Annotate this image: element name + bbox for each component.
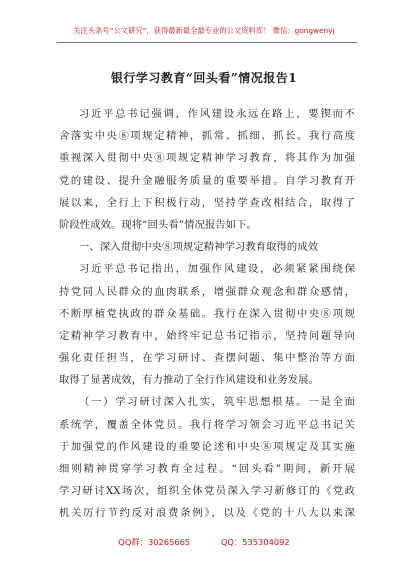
body-line: 党的建设、提升金融服务质量的重要举措。自学习教育开 [59,174,355,187]
body-line: 一、深入贯彻中央⑧项规定精神学习教育取得的成效 [79,241,319,254]
footer-qq-group: QQ群：30265665 [118,537,191,547]
body-line: 展以来，全行上下积极行动，坚持学查改相结合，取得了 [59,196,355,209]
body-line: 细则精神贯穿学习教育全过程。“回头看”期间，新开展 [59,463,355,475]
body-line: 强化责任担当，在学习研讨、查摆问题、集中整治等方面 [59,352,355,365]
body-line: （一）学习研讨深入扎实，筑牢思想根基。一是全面 [79,396,355,409]
body-line: 重视深入贯彻中央⑧项规定精神学习教育，将其作为加强 [59,152,355,165]
body-line: 习近平总书记指出，加强作风建设，必须紧紧围绕保 [79,263,355,276]
body-line: 不断厚植党执政的群众基础。我行在深入贯彻中央⑧项规 [59,307,355,320]
body-line: 机关厉行节约反对浪费条例》，以及《党的十八大以来深 [59,507,355,520]
footer-qq: QQ：535304092 [220,537,290,547]
body-line: 习近平总书记强调，作风建设永远在路上，要锲而不 [79,108,355,120]
body-line: 持党同人民群众的血肉联系，增强群众观念和群众感情， [59,285,355,298]
document-title: 银行学习教育“回头看”情况报告1 [110,71,298,85]
body-line: 于加强党的作风建设的重要论述和中央⑧项规定及其实施 [59,440,355,453]
document-body [59,103,355,525]
body-line: 学习研讨XX场次，组织全体党员深入学习新修订的《党政 [59,485,355,498]
body-line: 取得了显著成效，有力推动了全行作风建设和业务发展。 [59,374,319,387]
footer-contact [0,536,408,548]
header-notice: 关注头条号“公文研究”，获得最新最全最专业的公文资料库！ 微信：gongwenyj [73,26,335,35]
body-line: 舍落实中央⑧项规定精神，抓常、抓细、抓长。我行高度 [59,130,355,143]
body-line: 阶段性成效。现将“回头看”情况报告如下。 [59,218,257,231]
body-line: 系统学，覆盖全体党员。我行将学习领会习近平总书记关 [59,418,355,431]
header-divider [57,42,357,43]
body-line: 定精神学习教育中，始终牢记总书记指示，坚持问题导向 [59,329,355,342]
